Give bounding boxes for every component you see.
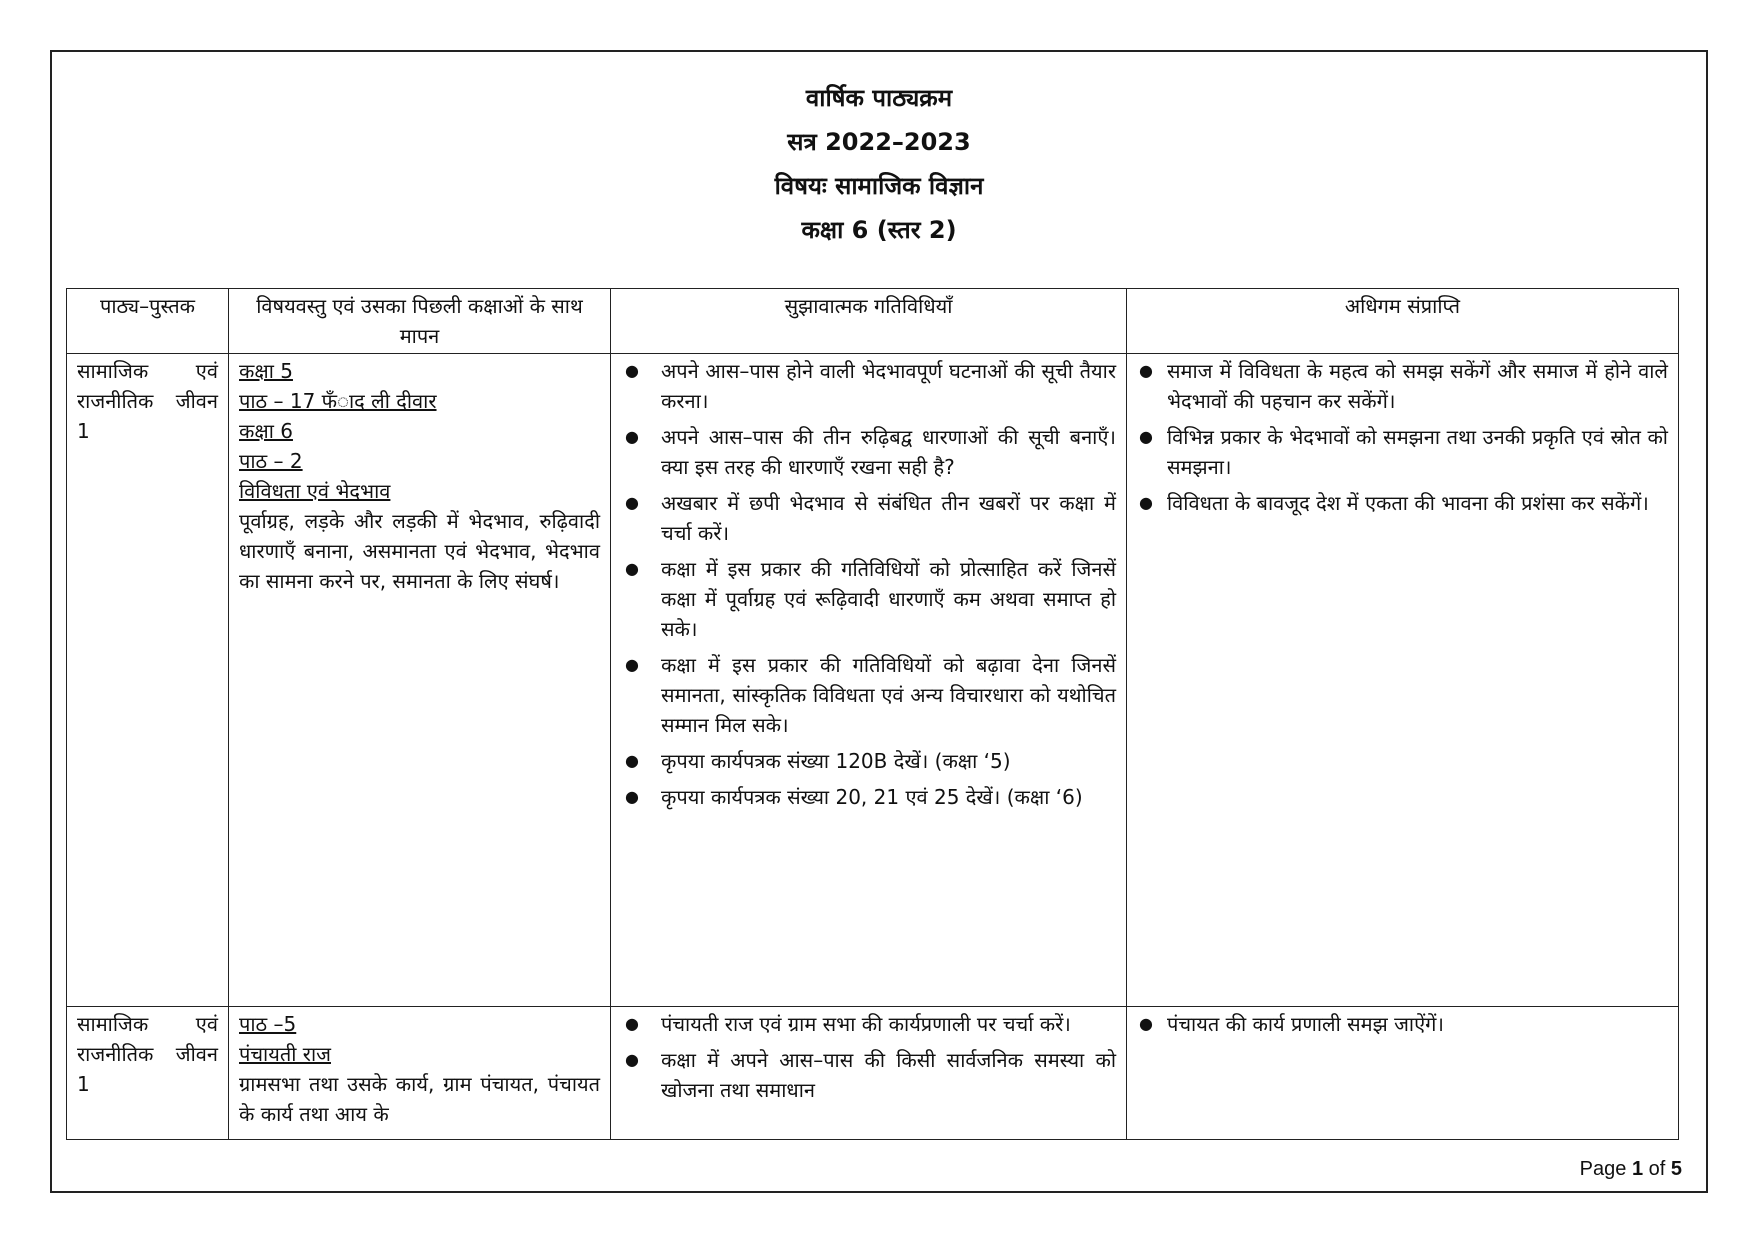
list-item: ● अपने आस–पास होने वाली भेदभावपूर्ण घटनाओं की सूची तैयार करना।: [661, 356, 1116, 416]
of-label: of: [1648, 1158, 1666, 1180]
list-item: ● कृपया कार्यपत्रक संख्या 20, 21 एवं 25 देखें। (कक्षा ‘6): [661, 782, 1116, 812]
header-subject: विषयः सामाजिक विज्ञान: [774, 172, 984, 200]
list-item: ● कक्षा में इस प्रकार की गतिविधियों को बढ़ावा देना जिनसें समानता, सांस्कृतिक विविधता एवं अन्य विचारधारा को यथोचित सम्मान मिल सके।: [661, 650, 1116, 740]
list-item: ● कृपया कार्यपत्रक संख्या 120B देखें। (कक्षा ‘5): [661, 746, 1116, 776]
header-class: कक्षा 6 (स्तर 2): [801, 216, 957, 244]
table-header-row: [67, 289, 1679, 354]
page-frame: [50, 50, 1708, 1193]
list-item: ● समाज में विविधता के महत्व को समझ सकेंगें और समाज में होने वाले भेदभावों की पहचान कर सकेंगें।: [1167, 356, 1668, 416]
outcomes-cell: [1127, 354, 1679, 1007]
content-heading: पाठ –5: [239, 1012, 297, 1036]
book-cell: [67, 354, 229, 1007]
page-number: [1580, 1158, 1682, 1181]
header-session: सत्र 2022–2023: [787, 128, 971, 156]
list-item: ● पंचायत की कार्य प्रणाली समझ जाऐंगें।: [1167, 1009, 1668, 1039]
activities-cell: [611, 1007, 1127, 1140]
list-item: ● कक्षा में अपने आस–पास की किसी सार्वजनिक समस्या को खोजना तथा समाधान: [661, 1045, 1116, 1105]
column-header-content: विषयवस्तु एवं उसका पिछली कक्षाओं के साथ मापन: [229, 289, 611, 354]
activities-cell: [611, 354, 1127, 1007]
book-cell: [67, 1007, 229, 1140]
page-current: 1: [1631, 1158, 1644, 1180]
list-item: ● विभिन्न प्रकार के भेदभावों को समझना तथा उनकी प्रकृति एवं स्रोत को समझना।: [1167, 422, 1668, 482]
content-heading: विविधता एवं भेदभाव: [239, 479, 391, 503]
page-label: Page: [1579, 1158, 1627, 1180]
activities-list: [621, 1009, 1116, 1105]
content-text: ग्रामसभा तथा उसके कार्य, ग्राम पंचायत, पंचायत के कार्य तथा आय के: [239, 1072, 600, 1126]
list-item: ● अपने आस–पास की तीन रुढ़िबद्व धारणाओं की सूची बनाएँ। क्या इस तरह की धारणाएँ रखना सही है?: [661, 422, 1116, 482]
outcomes-list: [1137, 1009, 1668, 1039]
outcomes-list: [1137, 356, 1668, 518]
list-item: ● कक्षा में इस प्रकार की गतिविधियों को प्रोत्साहित करें जिनसें कक्षा में पूर्वाग्रह एवं रूढ़िवादी धारणाएँ कम अथवा समाप्त हो सके।: [661, 554, 1116, 644]
content-text: पूर्वाग्रह, लड़के और लड़की में भेदभाव, रुढ़िवादी धारणाएँ बनाना, असमानता एवं भेदभाव, भेदभाव का सामना करने पर, समानता के लिए संघर्ष।: [239, 509, 600, 593]
list-item: ● पंचायती राज एवं ग्राम सभा की कार्यप्रणाली पर चर्चा करें।: [661, 1009, 1116, 1039]
activities-list: [621, 356, 1116, 812]
table-row: [67, 354, 1679, 1007]
syllabus-table: [66, 288, 1679, 1140]
content-heading: पाठ – 2: [239, 449, 303, 473]
content-heading: पाठ – 17 फँाद ली दीवार: [239, 389, 437, 413]
document-header: [52, 76, 1706, 252]
header-title: वार्षिक पाठ्यक्रम: [805, 84, 953, 112]
table-row: [67, 1007, 1679, 1140]
column-header-outcomes: अधिगम संप्राप्ति: [1127, 289, 1679, 354]
outcomes-cell: [1127, 1007, 1679, 1140]
content-heading: कक्षा 6: [239, 419, 293, 443]
column-header-activities: सुझावात्मक गतिविधियाँ: [611, 289, 1127, 354]
book-title: सामाजिक एवं राजनीतिक जीवन 1: [77, 1012, 218, 1096]
list-item: ● विविधता के बावजूद देश में एकता की भावना की प्रशंसा कर सकेंगें।: [1167, 488, 1668, 518]
content-heading: पंचायती राज: [239, 1042, 331, 1066]
column-header-book: पाठ्य–पुस्तक: [67, 289, 229, 354]
content-cell: [229, 1007, 611, 1140]
content-heading: कक्षा 5: [239, 359, 293, 383]
page-total: 5: [1670, 1158, 1682, 1180]
book-title: सामाजिक एवं राजनीतिक जीवन 1: [77, 359, 218, 443]
list-item: ● अखबार में छपी भेदभाव से संबंधित तीन खबरों पर कक्षा में चर्चा करें।: [661, 488, 1116, 548]
content-cell: [229, 354, 611, 1007]
